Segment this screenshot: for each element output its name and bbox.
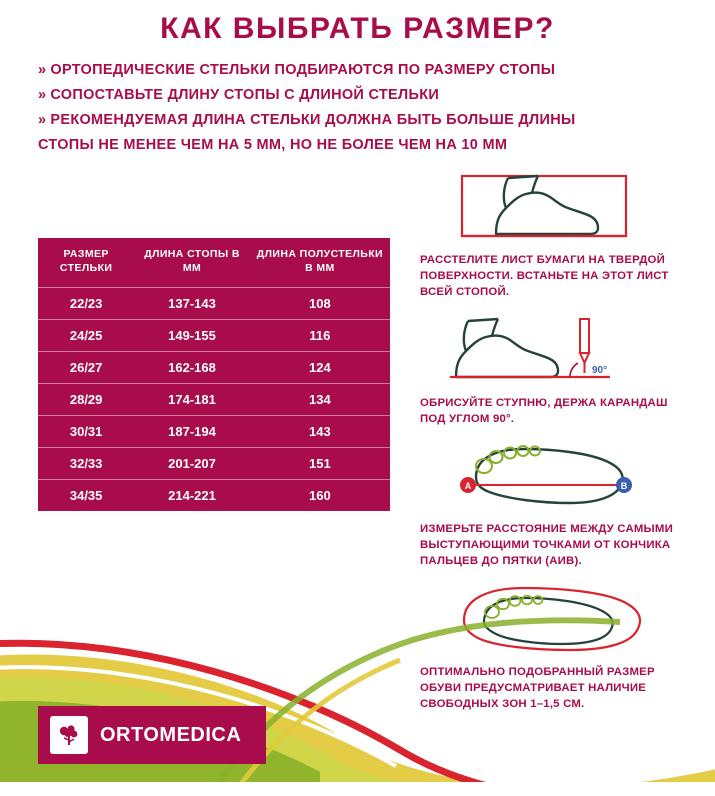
table-row [38,448,390,480]
angle-label: 90° [592,364,608,376]
table-cell: 174-181 [134,384,249,416]
bullet-marker: » [38,62,47,78]
bullet-text: ОРТОПЕДИЧЕСКИЕ СТЕЛЬКИ ПОДБИРАЮТСЯ ПО РАЗМЕРУ СТОПЫ [50,62,556,78]
point-b-label: B [620,480,628,491]
table-cell: 32/33 [38,448,134,480]
table-cell: 149-155 [134,320,249,352]
bullet-item [38,108,715,133]
table-header-cell: РАЗМЕР СТЕЛЬКИ [59,248,113,274]
table-cell: 26/27 [38,352,134,384]
brand-name: ORTOMEDICA [100,723,242,746]
tree-logo-icon [50,716,88,754]
table-header-cell: ДЛИНА ПОЛУСТЕЛЬКИ В ММ [256,248,383,274]
table-cell: 187-194 [134,416,249,448]
table-row [38,352,390,384]
table-cell: 143 [250,416,390,448]
point-a-label: A [464,480,472,491]
table-header-row [38,238,390,288]
table-cell: 124 [250,352,390,384]
table-row [38,416,390,448]
table-cell: 116 [250,320,390,352]
bullet-list [38,58,715,158]
table-row [38,384,390,416]
bullet-text: СОПОСТАВЬТЕ ДЛИНУ СТОПЫ С ДЛИНОЙ СТЕЛЬКИ [50,86,440,103]
bullet-item [38,83,715,108]
table-cell: 160 [250,480,390,512]
table-row [38,480,390,512]
footer [0,616,715,796]
table-header-cell: ДЛИНА СТОПЫ В ММ [144,248,240,274]
table-cell: 30/31 [38,416,134,448]
step-4-text: ОПТИМАЛЬНО ПОДОБРАННЫЙ РАЗМЕР ОБУВИ ПРЕДУСМАТРИВАЕТ НАЛИЧИЕ СВОБОДНЫХ ЗОН 1–1,5 СМ. [420,665,655,710]
size-table-wrapper [38,238,390,511]
table-cell: 24/25 [38,320,134,352]
table-row [38,320,390,352]
step-1 [420,170,688,301]
table-cell: 34/35 [38,480,134,512]
table-cell: 201-207 [134,448,249,480]
bullet-text: СТОПЫ НЕ МЕНЕЕ ЧЕМ НА 5 ММ, НО НЕ БОЛЕЕ ЧЕМ НА 10 ММ [38,136,508,153]
bullet-item-continuation [38,133,715,158]
size-table [38,238,390,511]
table-cell: 22/23 [38,288,134,320]
foot-pencil-angle-icon [420,311,688,391]
step-1-text: РАССТЕЛИТЕ ЛИСТ БУМАГИ НА ТВЕРДОЙ ПОВЕРХНОСТИ. ВСТАНЬТЕ НА ЭТОТ ЛИСТ ВСЕЙ СТОПОЙ. [420,254,669,299]
table-cell: 162-168 [134,352,249,384]
bullet-item [38,58,715,83]
step-2 [420,311,688,427]
step-2-text: ОБРИСУЙТЕ СТУПНЮ, ДЕРЖА КАРАНДАШ ПОД УГЛОМ 90°. [420,396,668,425]
table-cell: 28/29 [38,384,134,416]
table-cell: 134 [250,384,390,416]
step-3-text: ИЗМЕРЬТЕ РАССТОЯНИЕ МЕЖДУ САМЫМИ ВЫСТУПАЮЩИМИ ТОЧКАМИ ОТ КОНЧИКА ПАЛЬЦЕВ ДО ПЯТКИ (АИВ). [420,522,673,568]
brand-logo [38,706,266,764]
bullet-marker: » [38,111,47,128]
bullet-marker: » [38,86,47,103]
table-cell: 151 [250,448,390,480]
table-cell: 214-221 [134,480,249,512]
step-3 [420,437,688,570]
table-cell: 108 [250,288,390,320]
table-cell: 137-143 [134,288,249,320]
table-row [38,288,390,320]
foot-on-paper-icon [420,170,688,248]
page-title: КАК ВЫБРАТЬ РАЗМЕР? [160,12,555,45]
foot-measure-ab-icon [420,437,688,517]
bullet-text: РЕКОМЕНДУЕМАЯ ДЛИНА СТЕЛЬКИ ДОЛЖНА БЫТЬ БОЛЬШЕ ДЛИНЫ [50,111,576,128]
